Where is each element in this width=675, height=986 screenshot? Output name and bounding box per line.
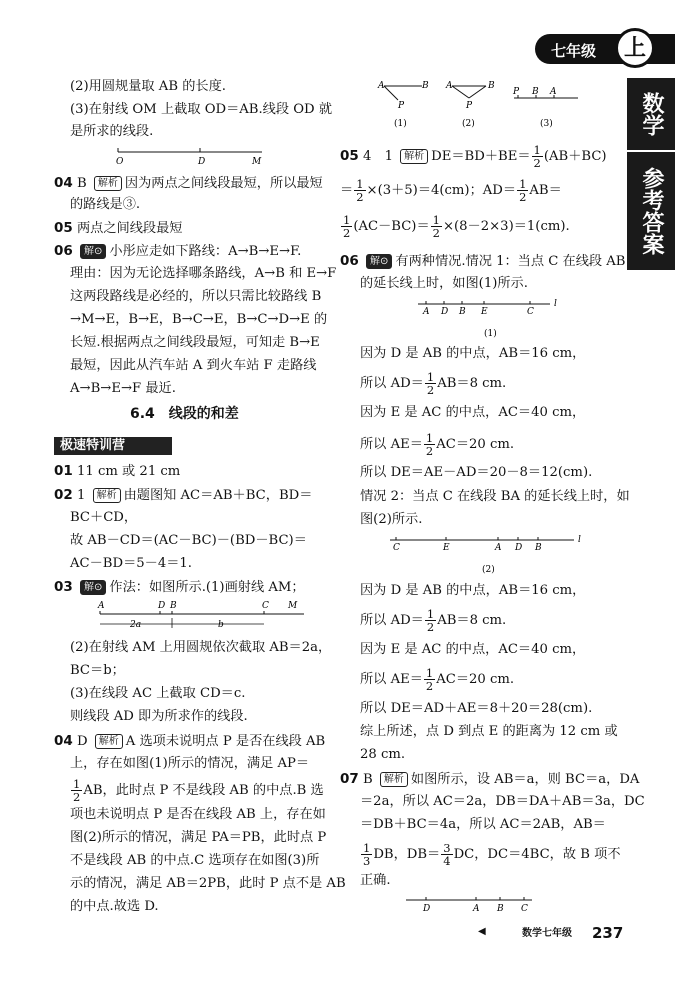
text-line: 项也未说明点 P 是否在线段 AB 上，存在如: [70, 807, 326, 822]
text-line: 小彤应走如下路线：A→B→E→F.: [109, 244, 302, 259]
text-line: 综上所述，点 D 到点 E 的距离为 12 cm 或: [360, 724, 618, 739]
answer: B: [363, 772, 373, 787]
point-m: M: [288, 601, 298, 611]
question-04: [54, 174, 323, 193]
question-05: [54, 219, 183, 238]
text-line: A 选项未说明点 P 是否在线段 AB: [125, 734, 326, 749]
text-line: 是所求的线段.: [70, 124, 154, 139]
analysis-tag: 解析: [94, 176, 122, 191]
s-question-03: [54, 578, 305, 597]
figure-p-cases: [374, 76, 590, 132]
text-line: 则线段 AD 即为所求作的线段.: [70, 709, 248, 724]
text-line: ＝ $\frac{1}{2}$ ×(3＋5)＝4(cm)；AD＝ $\frac{1}{2}$ AB＝: [340, 177, 562, 204]
subject-label: 数学: [639, 92, 664, 136]
svg-text:C: C: [527, 307, 534, 317]
text-line: 所以 DE＝AE－AD＝20－8＝12(cm).: [360, 465, 593, 480]
text-line: 由题图知 AC＝AB＋BC，BD＝: [123, 488, 313, 503]
analysis-tag: 解析: [93, 488, 121, 503]
answer: 4 1: [363, 149, 393, 164]
svg-text:D: D: [423, 904, 431, 914]
svg-text:C: C: [521, 904, 528, 914]
svg-text:(2): (2): [462, 119, 475, 129]
s-question-01: [54, 462, 180, 481]
s-question-04: [54, 732, 325, 751]
point-o: O: [116, 157, 124, 166]
point-a: A: [98, 601, 105, 611]
text-line: 两点之间线段最短: [77, 221, 183, 236]
answer: B: [77, 176, 87, 191]
fraction: $\frac{1}{2}$: [356, 177, 364, 204]
question-06-right: 06 解⊙ 有两种情况.情况 1：当点 C 在线段 AB: [340, 253, 626, 269]
svg-text:P: P: [466, 101, 473, 111]
text-line: 上，存在如图(1)所示的情况，满足 AP＝: [70, 756, 310, 771]
text-line: 最短，因此从汽车站 A 到火车站 F 走路线: [70, 358, 317, 373]
solution-tag: 解⊙: [366, 254, 392, 269]
analysis-tag: 解析: [380, 772, 408, 787]
question-number: 05: [54, 220, 73, 236]
page-footer: [478, 925, 638, 943]
text-line: 的延长线上时，如图(1)所示.: [360, 276, 528, 291]
s-question-02: [54, 486, 312, 505]
text-line: 不是线段 AB 的中点.C 选项存在如图(3)所: [70, 853, 320, 868]
answer: D: [77, 734, 88, 749]
text-line: BC＋CD，: [70, 510, 138, 525]
answers-tab: [627, 152, 675, 270]
question-number: 06: [54, 243, 73, 259]
text-line: BC＝b；: [70, 663, 125, 678]
text-line: AC－BD＝5－4＝1.: [70, 556, 192, 571]
fraction: $\frac{1}{2}$: [519, 177, 527, 204]
text-line: $\frac{1}{2}$ AB，此时点 P 不是线段 AB 的中点.B 选: [73, 777, 324, 804]
svg-text:P: P: [398, 101, 405, 111]
svg-text:(1): (1): [484, 329, 497, 339]
text-line: 正确.: [360, 873, 391, 888]
svg-text:(2): (2): [482, 565, 495, 575]
text-line: A→B→E→F 最近.: [70, 381, 176, 396]
question-07: 07 B 解析 如图所示，设 AB＝a，则 BC＝a，DA: [340, 771, 640, 787]
text-line: 因为两点之间线段最短，所以最短: [124, 176, 323, 191]
question-number: 01: [54, 463, 73, 479]
figure-ray-am: [94, 598, 314, 632]
text-line: 情况 2：当点 C 在线段 BA 的延长线上时，如: [360, 489, 630, 504]
question-number: 04: [54, 733, 73, 749]
analysis-tag: 解析: [95, 734, 123, 749]
text-line: 示的情况，满足 AB＝2PB，此时 P 点不是 AB: [70, 876, 346, 891]
text-line: (2)用圆规量取 AB 的长度.: [70, 79, 226, 94]
solution-tag: 解⊙: [80, 580, 106, 595]
svg-text:A: A: [550, 87, 557, 97]
text-line: ＝DB＋BC＝4a，所以 AC＝2AB，AB＝: [360, 817, 606, 832]
figure-case2: [388, 534, 588, 580]
svg-text:D: D: [515, 543, 523, 553]
practice-banner: 极速特训营: [54, 437, 172, 455]
text-line: ＝2a，所以 AC＝2a，DB＝DA＋AB＝3a，DC: [360, 794, 645, 809]
svg-text:P: P: [513, 87, 520, 97]
fraction: $\frac{1}{2}$: [343, 213, 351, 240]
segment-b: b: [218, 620, 224, 630]
text-line: $\frac{1}{3}$ DB，DB＝ $\frac{3}{4}$ DC，DC＝4BC，故 B 项不: [363, 841, 621, 868]
point-b: B: [170, 601, 177, 611]
point-m: M: [252, 157, 262, 166]
svg-text:A: A: [473, 904, 480, 914]
svg-text:E: E: [443, 543, 450, 553]
text-line: 因为 E 是 AC 的中点，AC＝40 cm，: [360, 405, 586, 420]
svg-text:l: l: [554, 299, 557, 309]
text-line: 所以 AE＝ $\frac{1}{2}$ AC＝20 cm.: [360, 431, 515, 458]
text-line: 图(2)所示.: [360, 512, 423, 527]
svg-text:E: E: [481, 307, 488, 317]
svg-text:B: B: [488, 81, 495, 91]
question-number: 03: [54, 579, 73, 595]
point-d: D: [198, 157, 206, 166]
svg-text:A: A: [446, 81, 453, 91]
answers-label: 参考答案: [639, 167, 664, 255]
grade-label: 七年级: [551, 42, 597, 60]
text-line: →M→E，B→E，B→C→E，B→C→D→E 的: [70, 312, 328, 327]
series-label: 数学七年级: [522, 928, 572, 939]
point-d: D: [158, 601, 166, 611]
text-line: 因为 E 是 AC 的中点，AC＝40 cm，: [360, 642, 586, 657]
segment-2a: 2a: [130, 620, 142, 630]
svg-text:B: B: [459, 307, 466, 317]
question-number: 02: [54, 487, 73, 503]
svg-text:B: B: [422, 81, 429, 91]
text-line: $\frac{1}{2}$ (AC－BC)＝ $\frac{1}{2}$ ×(8－2×3)＝1(cm).: [343, 213, 570, 240]
svg-text:(1): (1): [394, 119, 407, 129]
subject-tab: [627, 78, 675, 150]
text-line: 理由：因为无论选择哪条路线，A→B 和 E→F: [70, 266, 337, 281]
text-line: 28 cm.: [360, 747, 406, 762]
svg-text:(3): (3): [540, 119, 553, 129]
svg-text:A: A: [423, 307, 430, 317]
fraction: $\frac{1}{2}$: [533, 143, 541, 170]
text-line: 作法：如图所示.(1)画射线 AM；: [109, 580, 305, 595]
text-line: 的中点.故选 D.: [70, 899, 159, 914]
answer: 1: [77, 488, 86, 503]
text-line: 所以 AD＝ $\frac{1}{2}$ AB＝8 cm.: [360, 607, 507, 634]
svg-text:A: A: [495, 543, 502, 553]
question-number: 06: [340, 253, 359, 269]
question-05-right: 05 4 1 解析 DE＝BD＋BE＝ $\frac{1}{2}$ (AB＋BC): [340, 143, 607, 170]
text-line: 这两段路线是必经的，所以只需比较路线 B: [70, 289, 322, 304]
svg-text:C: C: [393, 543, 400, 553]
svg-text:D: D: [441, 307, 449, 317]
svg-text:B: B: [532, 87, 539, 97]
page-number: 237: [592, 924, 624, 942]
question-number: 05: [340, 148, 359, 164]
analysis-tag: 解析: [400, 149, 428, 164]
term-badge: [615, 28, 655, 68]
text-line: 11 cm 或 21 cm: [77, 464, 181, 479]
figure-ray-om: [112, 144, 272, 166]
fraction: $\frac{1}{2}$: [73, 777, 81, 804]
point-c: C: [262, 601, 269, 611]
question-06: [54, 242, 301, 261]
question-number: 04: [54, 175, 73, 191]
text-line: (3)在线段 AC 上截取 CD＝c.: [70, 686, 246, 701]
text-line: 图(2)所示的情况，满足 PA＝PB，此时点 P: [70, 830, 327, 845]
question-number: 07: [340, 771, 359, 787]
text-line: 故 AB－CD＝(AC－BC)－(BD－BC)＝: [70, 533, 307, 548]
text-line: 所以 AE＝ $\frac{1}{2}$ AC＝20 cm.: [360, 666, 515, 693]
section-title: 6.4 线段的和差: [130, 406, 239, 422]
arrow-left-icon: ◀: [478, 926, 486, 937]
svg-text:B: B: [535, 543, 542, 553]
text-line: 的路线是③.: [70, 197, 141, 212]
grade-header: [525, 28, 675, 72]
text-line: (3)在射线 OM 上截取 OD＝AB.线段 OD 就: [70, 102, 333, 117]
solution-tag: 解⊙: [80, 244, 106, 259]
text-line: 因为 D 是 AB 的中点，AB＝16 cm，: [360, 583, 586, 598]
svg-text:A: A: [378, 81, 385, 91]
text-line: 所以 DE＝AD＋AE＝8＋20＝28(cm).: [360, 701, 593, 716]
figure-case1: [416, 296, 566, 342]
figure-q07: [402, 894, 542, 916]
text-line: 因为 D 是 AB 的中点，AB＝16 cm，: [360, 346, 586, 361]
fraction: $\frac{1}{2}$: [432, 213, 440, 240]
text-line: (2)在射线 AM 上用圆规依次截取 AB＝2a，: [70, 640, 332, 655]
svg-text:B: B: [497, 904, 504, 914]
text-line: 长短.根据两点之间线段最短，可知走 B→E: [70, 335, 320, 350]
text-line: 所以 AD＝ $\frac{1}{2}$ AB＝8 cm.: [360, 370, 507, 397]
term-label: 上: [623, 35, 646, 61]
svg-text:l: l: [578, 535, 581, 545]
